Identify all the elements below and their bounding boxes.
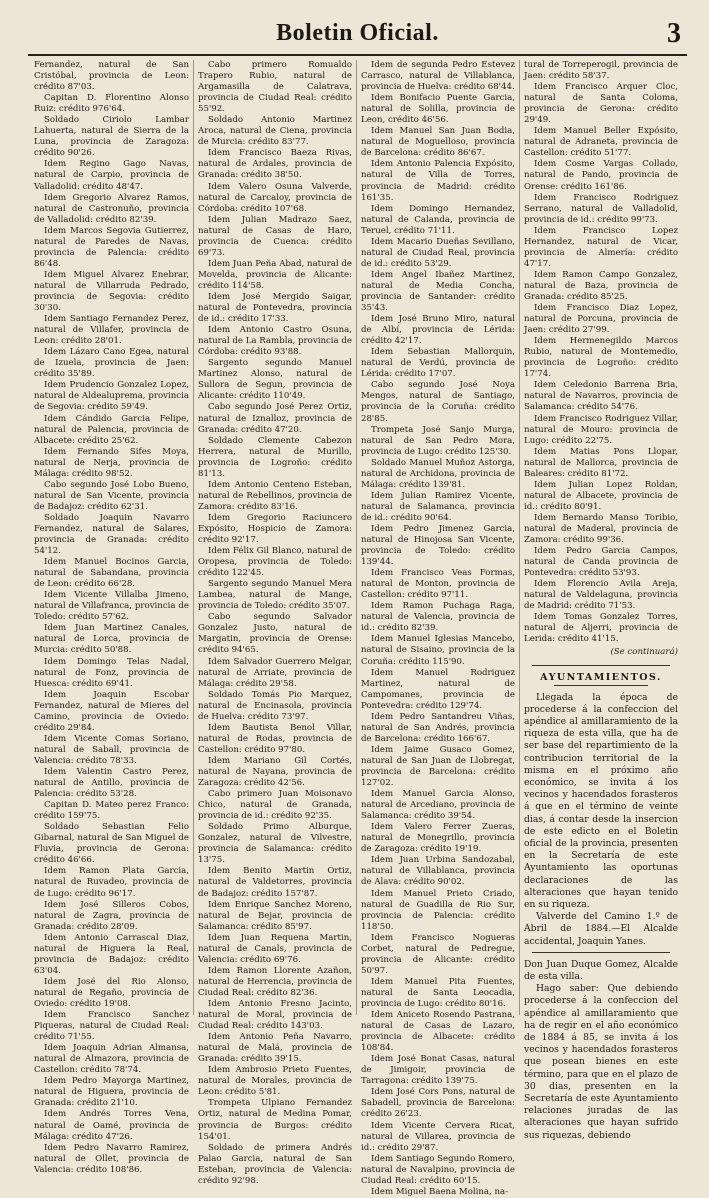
credit-entry: Idem Francisco Diaz Lopez, natural de Porcuna, provincia de Jaen: crédito 27'99.: [524, 303, 678, 336]
page-header: [28, 18, 687, 52]
credit-entry: Idem Marcos Segovia Gutierrez, natural de Paredes de Navas, provincia de Palencia: crédito 86'48.: [34, 225, 189, 269]
credit-entry: Idem Francisco Sanchez Piqueras, natural de Ciudad Real: crédito 71'55.: [34, 1010, 189, 1043]
credit-entry: Idem Domingo Hernandez, natural de Calanda, provincia de Teruel, crédito 71'11.: [361, 203, 515, 236]
credit-entry: Cabo segundo José Noya Mengos, natural de Santiago, provincia de la Coruña: crédito 28'85.: [361, 380, 515, 424]
credit-entry: Idem Juan Peña Abad, natural de Movelda, provincia de Alicante: crédito 114'58.: [198, 258, 352, 291]
credit-entry: Idem Macario Dueñas Sevillano, natural de Ciudad Real, provincia de id.: crédito 53'29.: [361, 236, 515, 269]
credit-entry: Soldado Sebastian Felio Gibarnal, natural de San Miguel de Fluvia, provincia de Gerona: crédito 46'66.: [34, 822, 189, 866]
credit-entry: Soldado Tomás Pio Marquez, natural de Encinasola, provincia de Huelva: crédito 73'97.: [198, 689, 352, 722]
credit-entry: Idem Antonio Carrascal Diaz, natural de Higuera la Real, provincia de Badajoz: crédito 63'04.: [34, 932, 189, 976]
credit-entry: Idem Pedro Garcia Campos, natural de Canda provincia de Pontevedra: crédito 53'93.: [524, 546, 678, 579]
credit-entry: Idem Tomas Gonzalez Torres, natural de Aljerri, provincia de Lerida: crédito 41'15.: [524, 612, 678, 645]
credit-entry: Idem Pedro Mayorga Martinez, natural de Higuera, provincia de Granada: crédito 21'10.: [34, 1076, 189, 1109]
credit-entry: Capitan D. Florentino Alonso Ruiz: crédito 976'64.: [34, 93, 189, 115]
credit-entry: Idem Joaquin Escobar Fernandez, natural de Mieres del Camino, provincia de Oviedo: crédito 29'84.: [34, 689, 189, 733]
credit-entry: Idem Domingo Telas Nadal, natural de Fonz, provincia de Huesca: crédito 69'41.: [34, 656, 189, 689]
credit-entry: Idem José Mergido Saigar, natural de Pontevedra, provincia de id.: crédito 17'33.: [198, 291, 352, 325]
notice-paragraph: Hago saber: Que debiendo procederse á la confeccion del apéndice al amillaramiento que ha de regir en el año económico de 1884 á 85, se invita á los vecinos y hacendados forasteros que posean bienes en este término, para que en el plazo de 30 dias, presenten en la Secretaría de este Ayuntamiento relaciones juradas de las alteraciones que hayan sufrido sus riquezas, debiendo: [524, 983, 678, 1141]
credit-entry: Idem Bautista Benol Villar, natural de Rodas, provincia de Castellon: crédito 97'80.: [198, 722, 352, 755]
credit-entry: Idem Antonio Castro Osuna, natural de La Rambla, provincia de Córdoba: crédito 93'88.: [198, 325, 352, 358]
page-title: Boletin Oficial.: [276, 20, 439, 46]
credit-entry: Sargento segundo Manuel Mera Lambea, natural de Mange, provincia de Toledo: crédito 35'07.: [198, 579, 352, 612]
credit-entry: Idem Ambrosio Prieto Fuentes, natural de Morales, provincia de Leon: crédito 5'81.: [198, 1065, 352, 1098]
credit-entry: Cabo primero Romualdo Trapero Rubio, natural de Argamasilla de Calatrava, provincia de Ciudad Real: crédito 55'92.: [198, 60, 352, 115]
section-divider: [532, 665, 670, 666]
credit-entry: Idem Aniceto Rosendo Pastrana, natural de Casas de Lazaro, provincia de Albacete: crédito 108'84.: [361, 1010, 515, 1054]
credit-entry: Idem Juan Martinez Canales, natural de Lorca, provincia de Murcia: crédito 50'88.: [34, 623, 189, 656]
credit-entry: Idem Ramon Llorente Azañon, natural de Herrencia, provincia de Ciudad Real: crédito 82'36.: [198, 965, 352, 998]
credit-entry: Idem Antonio Centeno Esteban, natural de Rebellinos, provincia de Zamora: crédito 83'16.: [198, 479, 352, 512]
credit-entry: Idem Enrique Sanchez Moreno, natural de Bejar, provincia de Salamanca: crédito 85'97.: [198, 899, 352, 932]
page-number: 3: [667, 18, 681, 49]
credit-entry: Idem Antonio Fresno Jacinto, natural de Moral, provincia de Ciudad Real: crédito 143'03.: [198, 998, 352, 1032]
credit-entry: Idem Cosme Vargas Collado, natural de Pando, provincia de Orense: crédito 161'86.: [524, 159, 678, 192]
credit-entry: Idem Francisco Rodriguez Serrano, natural de Valladolid, provincia de id.: crédito 99'73.: [524, 192, 678, 225]
credit-entry: Idem Francisco Rodriguez Villar, natural de Mouro: provincia de Lugo: crédito 22'75.: [524, 413, 678, 446]
credit-entry: Idem Prudencio Gonzalez Lopez, natural de Aldealuprema, provincia de Segovia: crédito 59'49.: [34, 380, 189, 413]
column-4: [519, 60, 682, 1141]
credit-entry: Idem Lázaro Cano Egea, natural de Izuela, provincia de Jaen: crédito 35'89.: [34, 347, 189, 380]
credit-entry: Idem Francisco Nogueras Corbet, natural de Pedregue, provincia de Alicante: crédito 50'97.: [361, 932, 515, 976]
credit-entry: Idem Valentin Castro Perez, natural de Antillo, provincia de Palencia: crédito 53'28.: [34, 767, 189, 800]
credit-entry: Idem Cándido Garcia Felipe, natural de Palencia, provincia de Albacete: crédito 25'62.: [34, 413, 189, 446]
credit-entry: Idem Sebastian Mallorquin, natural de Verdú, provincia de Lérida: crédito 17'07.: [361, 347, 515, 380]
credit-entry: Soldado Clemente Cabezon Herrera, natural de Murillo, provincia de Logroño: crédito 81'13.: [198, 435, 352, 479]
credit-entry: Capitan D. Mateo perez Franco: crédito 159'75.: [34, 800, 189, 822]
credit-entry: Idem Florencio Avila Areja, natural de Valdelaguna, provincia de Madrid: crédito 71'53.: [524, 579, 678, 612]
credit-entry: Idem Antonio Peña Navarro, natural de Malá, provincia de Granada: crédito 39'15.: [198, 1032, 352, 1065]
credit-entry: Idem Vicente Cervera Ricat, natural de Villarea, provincia de id.: crédito 29'87.: [361, 1120, 515, 1153]
notice-heading: Don Juan Duque Gomez, Alcalde de esta villa.: [524, 958, 678, 983]
credit-entry: Soldado Joaquin Navarro Fernandez, natural de Salares, provincia de Granada: crédito 54'12.: [34, 512, 189, 557]
credit-entry: Idem Ramon Campo Gonzalez, natural de Baza, provincia de Granada: crédito 85'25.: [524, 269, 678, 302]
credit-entry: Idem Valero Osuna Valverde, natural de Carcaloy, provincia de Córdoba: crédito 107'68.: [198, 181, 352, 214]
credit-entry: Idem Vicente Villalba Jimeno, natural de Villafranca, provincia de Toledo: crédito 57'62.: [34, 590, 189, 623]
credit-entry: Idem Ramon Puchaga Raga, natural de Valencia, provincia de id.: crédito 82'39.: [361, 601, 515, 634]
credit-entry: Idem Manuel Rodriguez Martinez, natural de Campomanes, provincia de Pontevedra: crédito 129'74.: [361, 667, 515, 711]
credit-entry: Idem José Cors Pons, natural de Sabadell, provincia de Barcelona: crédito 26'23.: [361, 1087, 515, 1120]
credit-entry: Idem Francisco Lopez Hernandez, natural de Vicar, provincia de Almería: crédito 47'17.: [524, 225, 678, 269]
section-title: AYUNTAMIENTOS.: [540, 671, 662, 683]
credit-entry: Cabo segundo José Lobo Bueno, natural de San Vicente, provincia de Badajoz: crédito 62'31.: [34, 479, 189, 512]
credit-entry: Idem Salvador Guerrero Melgar, natural de Arriate, provincia de Málaga: crédito 29'58.: [198, 656, 352, 689]
credit-entry: Soldado Ciriolo Lambar Lahuerta, natural de Sierra de la Luna, provincia de Zaragoza: crédito 90'26.: [34, 115, 189, 159]
credit-entry: Idem Manuel Prieto Criado, natural de Guadilla de Rio Sur, provincia de Palencia: crédito 118'50.: [361, 888, 515, 932]
credit-entry: Idem Juan Urbina Sandozabal, natural de Villablanca, provincia de Alava: crédito 90'02.: [361, 855, 515, 888]
credit-entry: Idem Fernando Sifes Moya, natural de Nerja, provincia de Málaga: crédito 98'52.: [34, 446, 189, 479]
entry-continuation: Fernandez, natural de San Cristóbal, provincia de Leon: crédito 87'03.: [34, 60, 189, 93]
credit-entry: Idem Santiago Segundo Romero, natural de Navalpino, provincia de Ciudad Real: crédito 60'15.: [361, 1153, 515, 1186]
credit-entry: Idem Miguel Alvarez Enebrar, natural de Villarruda Pedrado, provincia de Segovia: crédito 30'30.: [34, 269, 189, 314]
credit-entry: Idem Manuel Pita Fuentes, natural de Santa Leocadia, provincia de Lugo: crédito 80'16.: [361, 976, 515, 1009]
credit-entry: Idem Miguel Baena Molina, na-: [371, 1186, 509, 1197]
credit-entry: Soldado Manuel Muñoz Astorga, natural de Archidona, provincia de Málaga: crédito 139'81.: [361, 457, 515, 490]
credit-entry: Idem Jaime Gusaco Gomez, natural de San Juan de Llobregat, provincia de Barcelona: crédito 127'02.: [361, 744, 515, 789]
credit-entry: Idem Félix Gil Blanco, natural de Oropesa, provincia de Toledo: crédito 122'45.: [198, 546, 352, 579]
credit-entry: Idem José Bonat Casas, natural de Jimigoir, provincia de Tarragona: crédito 139'75.: [361, 1054, 515, 1087]
credit-entry: Idem Pedro Navarro Ramirez, natural de Ollet, provincia de Valencia: crédito 108'86.: [34, 1142, 189, 1175]
credit-entry: Trompeta José Sanjo Murga, natural de San Pedro Mora, provincia de Lugo: crédito 125'30.: [361, 424, 515, 457]
credit-entry: Cabo segundo Salvador Gonzalez Justo, natural de Margatin, provincia de Orense: crédito 94'65.: [198, 612, 352, 656]
credit-entry: Idem José Bruno Miro, natural de Albí, provincia de Lérida: crédito 42'17.: [361, 314, 515, 347]
credit-entry: Idem Antonio Palencia Expósito, natural de Villa de Torres, provincia de Madrid: crédito 161'35.: [361, 159, 515, 203]
credit-entry: Idem Manuel Bocinos Garcia, natural de Sabandana, provincia de Leon: crédito 66'28.: [34, 557, 189, 590]
section-title-rule: [554, 685, 648, 686]
credit-entry: Idem Benito Martin Ortiz, natural de Valdetorres, provincia de Badajoz: crédito 157'87.: [198, 866, 352, 899]
credit-entry: Idem Ramon Plata Garcia, natural de Ruvadeo, provincia de de Lugo: crédito 96'17.: [34, 866, 189, 899]
credit-entry: Trompeta Ulpiano Fernandez Ortiz, natural de Medina Pomar, provincia de Burgos: crédito 154'01.: [198, 1098, 352, 1142]
credit-entry: Idem Francisco Arquer Cloc, natural de Santa Coloma, provincia de Gerona: crédito 29'49.: [524, 82, 678, 126]
credit-entry: Idem Juan Requena Martin, natural de Canals, provincia de Valencia: crédito 69'76.: [198, 932, 352, 965]
credit-entry: Sargento segundo Manuel Martinez Alonso, natural de Sullora de Segun, provincia de Alicante: crédito 110'49.: [198, 358, 352, 402]
credit-entry: Idem Santiago Fernandez Perez, natural de Villafer, provincia de Leon: crédito 28'01.: [34, 314, 189, 347]
entry-continuation: tural de Torreperogil, provincia de Jaen: crédito 58'37.: [524, 60, 678, 82]
credit-entry: Idem Pedro Jimenez Garcia, natural de Hinojosa San Vicente, provincia de Toledo: crédito 139'44.: [361, 523, 515, 568]
continued-note: (Se continuará): [610, 647, 678, 658]
credit-entry: Idem José Silleros Cobos, natural de Zagra, provincia de Granada: crédito 28'09.: [34, 899, 189, 932]
credit-entry: Idem Regino Gago Navas, natural de Carpio, provincia de Valladolid: crédito 48'47.: [34, 159, 189, 192]
credit-entry: Idem Hermenegildo Marcos Rubio, natural de Montemedio, provincia de Logroño: crédito 17'74.: [524, 336, 678, 380]
credit-entry: Cabo primero Juan Moisonavo Chico, natural de Granada, provincia de id.: crédito 92'35.: [198, 789, 352, 822]
credit-entry: Idem Manuel Beller Expósito, natural de Adraneta, provincia de Castellon: crédito 51'77.: [524, 126, 678, 159]
column-3: [356, 60, 519, 1197]
credit-entry: Idem Francisco Baeza Rivas, natural de Ardales, provincia de Granada: crédito 38'50.: [198, 148, 352, 181]
credit-entry: Idem Julian Madrazo Saez, natural de Casas de Haro, provincia de Cuenca: crédito 69'73.: [198, 214, 352, 258]
credit-entry: Idem Francisco Veas Formas, natural de Monton, provincia de Castellon: crédito 97'11.: [361, 568, 515, 601]
credit-entry: Idem Gregorio Alvarez Ramos, natural de Castronuño, provincia de Valladolid: crédito 82'39.: [34, 192, 189, 225]
notice-divider: [532, 952, 670, 953]
credit-entry: Idem Mariano Gil Cortés, natural de Nayana, provincia de Zaragoza: crédito 42'56.: [198, 755, 352, 789]
credit-entry: Idem Julian Ramirez Vicente, natural de Salamanca, provincia de id.: crédito 90'64.: [361, 490, 515, 523]
credit-entry: Idem Gregorio Raciuncero Expósito, Hospicio de Zamora: crédito 92'17.: [198, 512, 352, 546]
credit-entry: Idem de segunda Pedro Estevez Carrasco, natural de Villablanca, provincia de Huelva: crédito 68'44.: [361, 60, 515, 93]
credit-entry: Idem Valero Ferrer Zueras, natural de Monegrillo, provincia de Zaragoza: crédito 19'19.: [361, 822, 515, 855]
credit-entry: Idem Joaquin Adrian Almansa, natural de Almazora, provincia de Castellon: crédito 78'74.: [34, 1043, 189, 1076]
column-1: [30, 60, 193, 1175]
credit-entry: Idem Angel Ibañez Martinez, natural de Media Concha, provincia de Santander: crédito 35'43.: [361, 269, 515, 314]
column-2: [193, 60, 356, 1186]
credit-entry: Soldado Primo Alburque, Gonzalez, natural de Vilvestre, provincia de Salamanca: crédito 13'75.: [198, 822, 352, 866]
credit-entry: Idem Celedonio Barrena Bria, natural de Navarros, provincia de Salamanca: crédito 54'76.: [524, 380, 678, 413]
credit-entry: Idem Bonifacio Puente Garcia, natural de Solilla, provincia de Leon, crédito 46'56.: [361, 93, 515, 126]
credit-entry: Soldado Antonio Martinez Aroca, natural de Ciena, provincia de Murcia: crédito 83'77.: [198, 115, 352, 148]
header-rule: [28, 54, 687, 56]
credit-entry: Idem Matias Pons Llopar, natural de Mallorca, provincia de Baleares: crédito 81'72.: [524, 446, 678, 479]
credit-entry: Idem Manuel Iglesias Mancebo, natural de Sisaino, provincia de la Coruña: crédito 115'90.: [361, 634, 515, 667]
credit-entry: Idem Julian Lopez Roldan, natural de Albacete, provincia de id.: crédito 80'91.: [524, 479, 678, 512]
credit-entry: Soldado de primera Andrés Palao Garcia, natural de San Esteban, provincia de Valencia: crédito 92'98.: [198, 1142, 352, 1186]
columns-container: [30, 60, 687, 1197]
credit-entry: Idem Manuel San Juan Bodia, natural de Moguelloso, provincia de Barcelona: crédito 86'67.: [361, 126, 515, 159]
credit-entry: Idem José del Rio Alonso, natural de Regaño, provincia de Oviedo: crédito 19'08.: [34, 976, 189, 1009]
credit-entry: Idem Vicente Comas Soriano, natural de Saball, provincia de Valencia: crédito 78'33.: [34, 733, 189, 766]
notice-paragraph: Valverde del Camino 1.º de Abril de 1884.—El Alcalde accidental, Joaquin Yanes.: [524, 911, 678, 947]
credit-entry: Idem Manuel Garcia Alonso, natural de Arcediano, provincia de Salamanca: crédito 39'54.: [361, 789, 515, 822]
credit-entry: Idem Pedro Santandreu Viñas, natural de San Andrés, provincia de Barcelona: crédito 166'67.: [361, 711, 515, 744]
notice-paragraph: Llegada la época de procederse á la confeccion del apéndice al amillaramiento de la riqueza de esta villa, que ha de ser base del repartimiento de la contribucion territorial de la misma en el próximo año económico, se invita á los vecinos y hacendados forasteros á que en el término de veinte dias, á contar desde la insercion de este edicto en el Boletin oficial de la provincia, presenten en la Secretaría de este Ayuntamiento las oportunas declaraciones de las alteraciones que hayan tenido en su riqueza.: [524, 691, 678, 911]
credit-entry: Idem Andrés Torres Vena, natural de Oamé, provincia de Málaga: crédito 47'26.: [34, 1109, 189, 1142]
credit-entry: Cabo segundo José Perez Ortiz, natural de Iznalloz, provincia de Granada: crédito 47'20.: [198, 402, 352, 435]
credit-entry: Idem Bernardo Manso Toribio, natural de Maderal, provincia de Zamora: crédito 99'36.: [524, 512, 678, 546]
